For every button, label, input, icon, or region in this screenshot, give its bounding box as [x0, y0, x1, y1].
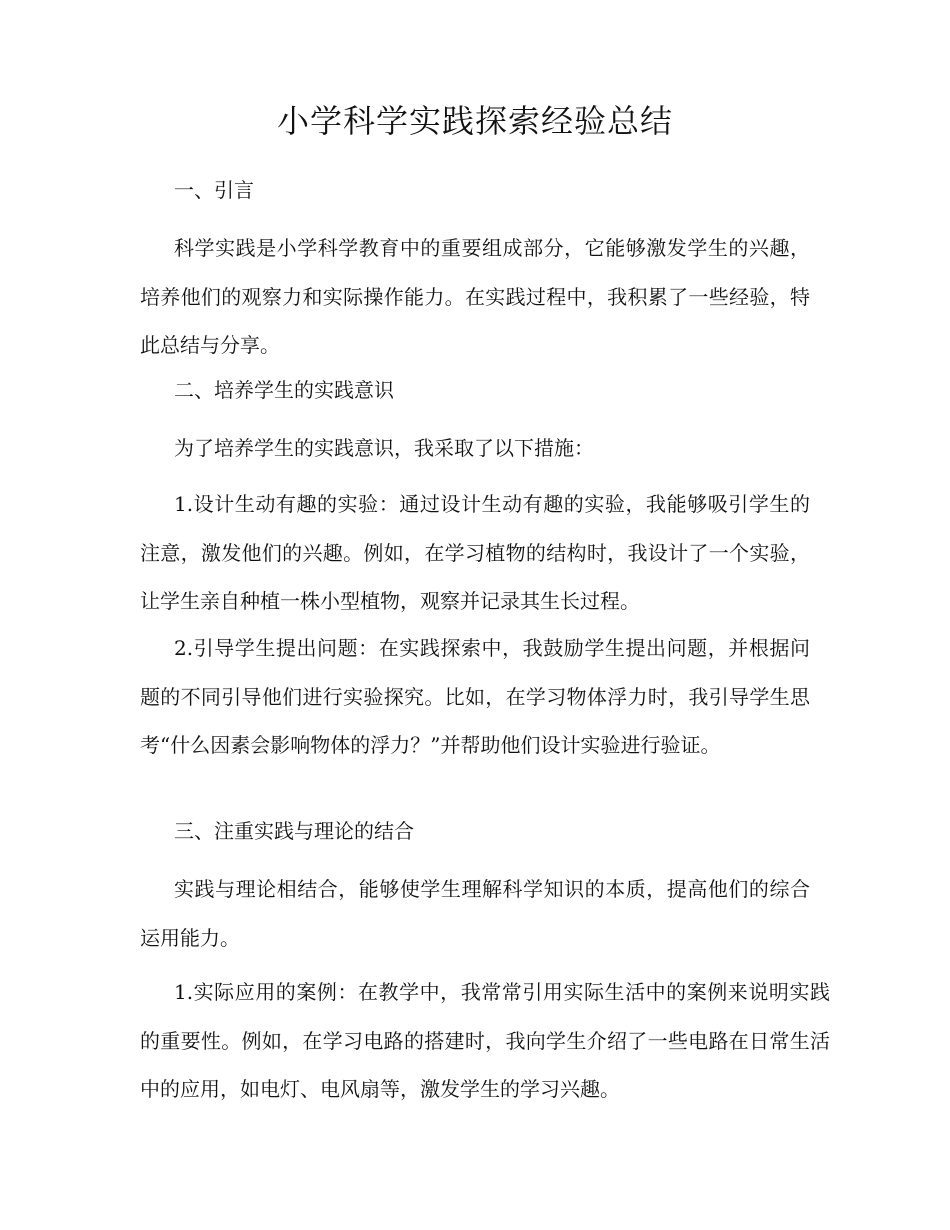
paragraph-theory-practice-intro: 实践与理论相结合，能够使学生理解科学知识的本质，提高他们的综合运用能力。	[140, 877, 810, 950]
section-heading-introduction: 一、引言	[174, 178, 254, 202]
paragraph-item-interesting-experiments: 1.设计生动有趣的实验：通过设计生动有趣的实验，我能够吸引学生的注意，激发他们的兴趣。例如，在学习植物的结构时，我设计了一个实验，让学生亲自种植一株小型植物，观察并记录其生长过程。	[140, 492, 810, 613]
paragraph-measures-intro: 为了培养学生的实践意识，我采取了以下措施：	[174, 436, 594, 460]
document-title: 小学科学实践探索经验总结	[276, 102, 673, 140]
section-heading-theory-practice: 三、注重实践与理论的结合	[174, 819, 414, 843]
paragraph-item-guide-questions: 2.引导学生提出问题：在实践探索中，我鼓励学生提出问题，并根据问题的不同引导他们进行实验探究。比如，在学习物体浮力时，我引导学生思考“什么因素会影响物体的浮力？”并帮助他们设计实验进行验证。	[140, 636, 810, 757]
paragraph-introduction: 科学实践是小学科学教育中的重要组成部分，它能够激发学生的兴趣，培养他们的观察力和实际操作能力。在实践过程中，我积累了一些经验，特此总结与分享。	[140, 236, 810, 357]
paragraph-item-application-cases: 1.实际应用的案例：在教学中，我常常引用实际生活中的案例来说明实践的重要性。例如，在学习电路的搭建时，我向学生介绍了一些电路在日常生活中的应用，如电灯、电风扇等，激发学生的学习兴趣。	[140, 980, 830, 1101]
section-heading-practice-awareness: 二、培养学生的实践意识	[174, 378, 394, 402]
